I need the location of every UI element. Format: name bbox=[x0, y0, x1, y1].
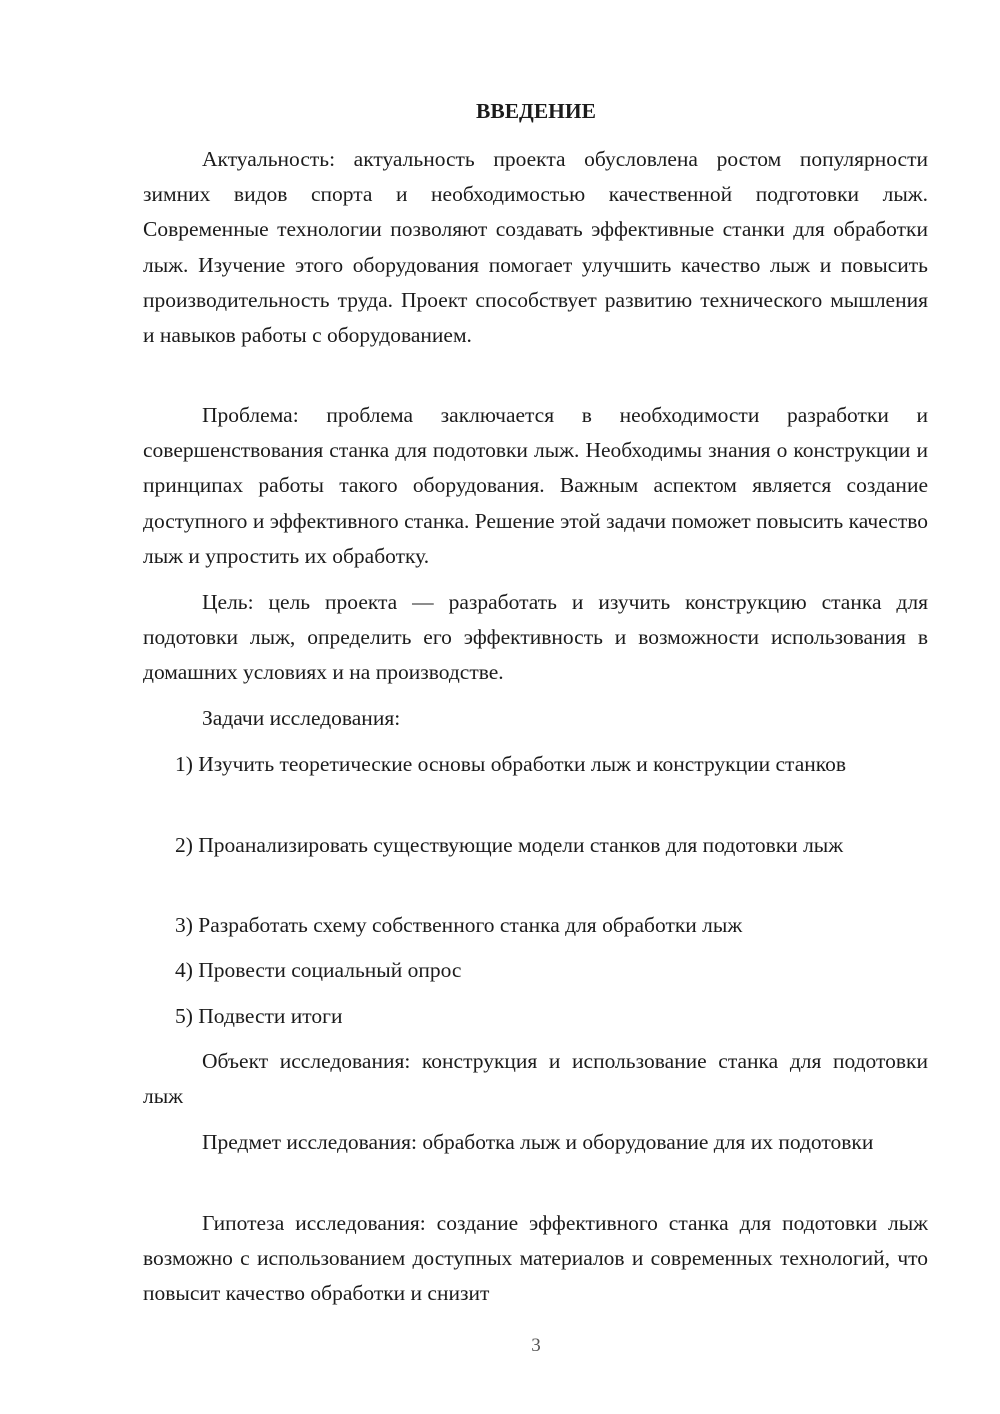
task-item-4: 4) Провести социальный опрос bbox=[175, 958, 462, 982]
page-title: ВВЕДЕНИЕ bbox=[476, 99, 596, 123]
paragraph-goal: Цель: цель проекта — разработать и изучить конструкцию станка для подотовки лыж, определить его эффективность и возможности использования в домашних условиях и на производстве. bbox=[143, 590, 928, 685]
task-item-2: 2) Проанализировать существующие модели станков для подотовки лыж bbox=[175, 833, 844, 857]
task-item-3: 3) Разработать схему собственного станка для обработки лыж bbox=[175, 913, 743, 937]
paragraph-hypothesis: Гипотеза исследования: создание эффективного станка для подотовки лыж возможно с использованием доступных материалов и современных технологий, что повысит качество обработки и снизит bbox=[143, 1211, 928, 1306]
task-item-5: 5) Подвести итоги bbox=[175, 1004, 343, 1028]
page-number: 3 bbox=[531, 1335, 541, 1356]
task-item-1: 1) Изучить теоретические основы обработки лыж и конструкции станков bbox=[175, 752, 847, 776]
paragraph-problem: Проблема: проблема заключается в необходимости разработки и совершенствования станка для подотовки лыж. Необходимы знания о конструкции и принципах работы такого оборудования. Важным аспектом является создание доступного и эффективного станка. Решение этой задачи поможет повысить качество лыж и упростить их обработку. bbox=[143, 403, 928, 568]
paragraph-object: Объект исследования: конструкция и использование станка для подотовки лыж bbox=[143, 1049, 928, 1109]
paragraph-relevance: Актуальность: актуальность проекта обусловлена ростом популярности зимних видов спорта и необходимостью качественной подготовки лыж. Современные технологии позволяют создавать эффективные станки для обработки лыж. Изучение этого оборудования помогает улучшить качество лыж и повысить производительность труда. Проект способствует развитию технического мышления и навыков работы с оборудованием. bbox=[143, 147, 928, 348]
paragraph-subject: Предмет исследования: обработка лыж и оборудование для их подотовки bbox=[202, 1130, 874, 1154]
tasks-heading: Задачи исследования: bbox=[202, 706, 401, 730]
